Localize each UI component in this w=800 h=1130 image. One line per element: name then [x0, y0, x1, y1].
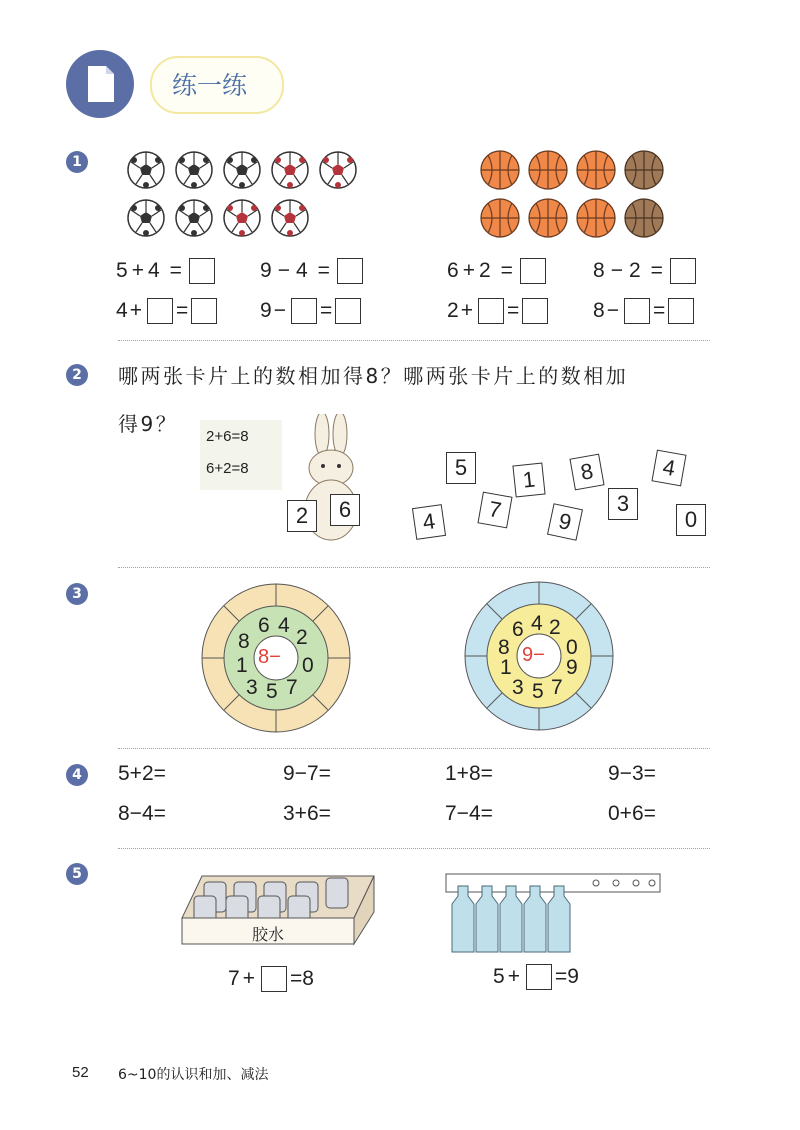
wheel-num: 7 — [551, 676, 563, 699]
rabbit-card: 6 — [330, 494, 360, 526]
answer-box[interactable] — [291, 298, 317, 324]
q1-eq-1: 5 + 4 = — [116, 258, 218, 284]
example-eq-2: 6+2=8 — [206, 460, 249, 477]
wheel-num: 1 — [500, 656, 512, 679]
q1-eq-6: 9 − = — [260, 298, 364, 324]
question-1-badge: 1 — [66, 151, 88, 173]
q1-eq-2: 9 − 4 = — [260, 258, 366, 284]
divider — [118, 748, 710, 749]
bottle-rack-illustration — [444, 872, 664, 954]
wheel-num: 6 — [512, 618, 524, 641]
q1-eq-4: 8 − 2 = — [593, 258, 699, 284]
q1-eq-5: 4 + = — [116, 298, 220, 324]
calc-item: 5+2= — [118, 762, 166, 785]
soccer-balls-illustration — [124, 146, 374, 242]
wheel-num: 3 — [512, 676, 524, 699]
answer-box[interactable] — [147, 298, 173, 324]
q5-eq-2: 5 + = 9 — [493, 965, 579, 988]
q1-eq-7: 2 + = — [447, 298, 551, 324]
wheel-num: 0 — [566, 636, 578, 659]
number-card[interactable]: 4 — [651, 450, 686, 487]
wheel-num: 9 — [566, 656, 578, 679]
glue-box-label: 胶水 — [252, 925, 285, 944]
calc-item: 0+6= — [608, 802, 656, 825]
number-card[interactable]: 8 — [569, 454, 604, 491]
wheel-num: 5 — [266, 680, 278, 703]
question-2-badge: 2 — [66, 364, 88, 386]
question-4-badge: 4 — [66, 764, 88, 786]
number-card[interactable]: 1 — [512, 463, 545, 498]
wheel-num: 5 — [532, 680, 544, 703]
example-eq-1: 2+6=8 — [206, 428, 249, 445]
number-card[interactable]: 7 — [477, 492, 512, 529]
divider — [118, 567, 710, 568]
basketballs-illustration — [476, 146, 676, 242]
answer-box[interactable] — [189, 258, 215, 284]
calc-item: 9−7= — [283, 762, 331, 785]
calc-item: 8−4= — [118, 802, 166, 825]
wheel-num: 8 — [498, 636, 510, 659]
answer-box[interactable] — [478, 298, 504, 324]
wheel-8-center: 8− — [258, 646, 281, 668]
number-card[interactable]: 3 — [608, 488, 638, 520]
number-card[interactable]: 0 — [676, 504, 706, 536]
answer-box[interactable] — [520, 258, 546, 284]
answer-box[interactable] — [261, 966, 287, 992]
header-doc-icon — [66, 50, 134, 118]
wheel-num: 2 — [549, 616, 561, 639]
wheel-num: 6 — [258, 614, 270, 637]
number-card[interactable]: 4 — [412, 504, 446, 540]
answer-box[interactable] — [337, 258, 363, 284]
page-title: 练一练 — [172, 71, 248, 100]
wheel-num: 3 — [246, 676, 258, 699]
q2-prompt-line1: 哪两张卡片上的数相加得8？哪两张卡片上的数相加 — [118, 364, 629, 388]
calc-item: 7−4= — [445, 802, 493, 825]
wheel-9-center: 9− — [522, 644, 545, 666]
q1-eq-8: 8 − = — [593, 298, 697, 324]
answer-box[interactable] — [668, 298, 694, 324]
wheel-num: 0 — [302, 654, 314, 677]
calc-item: 1+8= — [445, 762, 493, 785]
question-5-badge: 5 — [66, 863, 88, 885]
answer-box[interactable] — [624, 298, 650, 324]
wheel-num: 2 — [296, 626, 308, 649]
answer-box[interactable] — [522, 298, 548, 324]
q2-prompt-line2: 得9？ — [118, 412, 179, 436]
wheel-num: 1 — [236, 654, 248, 677]
q5-eq-1: 7 + = 8 — [228, 967, 314, 990]
number-card[interactable]: 5 — [446, 452, 476, 484]
wheel-num: 4 — [531, 612, 543, 635]
answer-box[interactable] — [191, 298, 217, 324]
chapter-title: 6~10的认识和加、减法 — [118, 1067, 269, 1083]
answer-box[interactable] — [526, 964, 552, 990]
answer-box[interactable] — [335, 298, 361, 324]
calc-item: 9−3= — [608, 762, 656, 785]
divider — [118, 340, 710, 341]
wheel-num: 4 — [278, 614, 290, 637]
answer-box[interactable] — [670, 258, 696, 284]
divider — [118, 848, 710, 849]
calc-item: 3+6= — [283, 802, 331, 825]
number-card[interactable]: 9 — [547, 503, 583, 541]
q1-eq-3: 6 + 2 = — [447, 258, 549, 284]
wheel-num: 8 — [238, 630, 250, 653]
wheel-num: 7 — [286, 676, 298, 699]
rabbit-card: 2 — [287, 500, 317, 532]
question-3-badge: 3 — [66, 583, 88, 605]
page-number: 52 — [72, 1064, 89, 1081]
